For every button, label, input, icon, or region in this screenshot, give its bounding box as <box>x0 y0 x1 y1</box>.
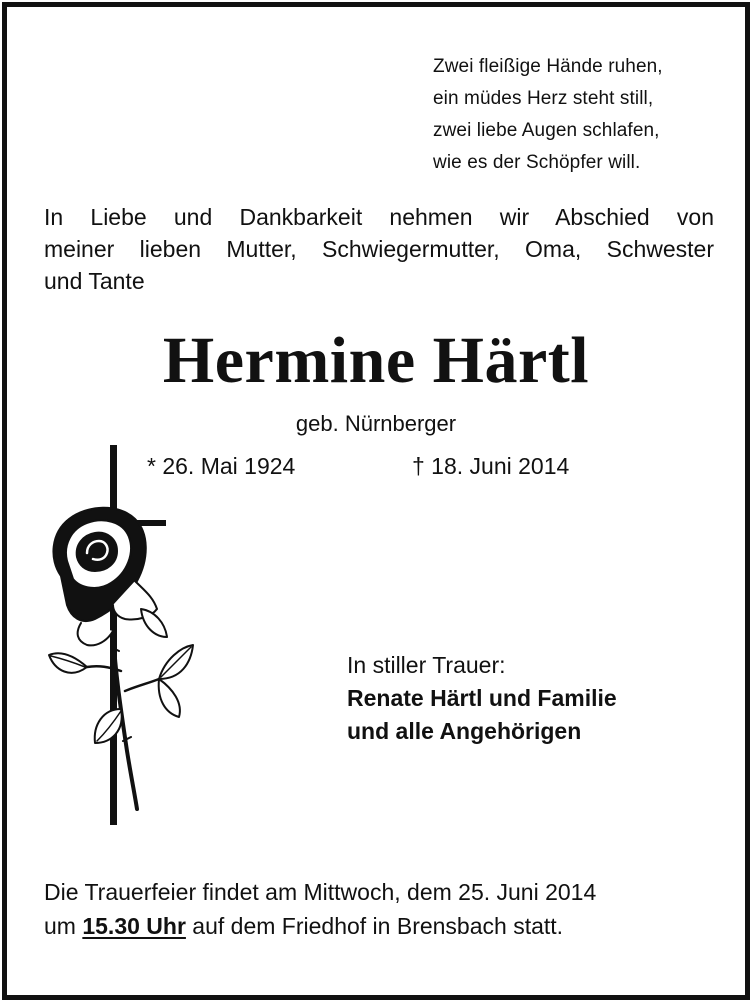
intro-line: und Tante <box>44 268 145 294</box>
poem-line: Zwei fleißige Hände ruhen, <box>433 56 663 77</box>
mourners-family: Renate Härtl und Familie <box>347 685 617 711</box>
maiden-name: geb. Nürnberger <box>295 411 457 436</box>
mourners-heading: In stiller Trauer: <box>347 652 506 678</box>
obituary-notice <box>2 2 750 1000</box>
mourners-block <box>347 649 617 748</box>
deceased-name: Hermine Härtl <box>162 324 590 397</box>
intro-line: In Liebe und Dankbarkeit nehmen wir Abschied von <box>44 204 714 230</box>
service-time-line <box>44 909 596 943</box>
service-date-line: Die Trauerfeier findet am Mittwoch, dem 25. Juni 2014 <box>44 879 597 905</box>
poem-line: ein müdes Herz steht still, <box>433 88 654 109</box>
intro-text <box>44 201 714 297</box>
intro-line: meiner lieben Mutter, Schwiegermutter, Oma, Schwester <box>44 236 714 262</box>
birth-date: * 26. Mai 1924 <box>147 453 296 479</box>
poem-line: wie es der Schöpfer will. <box>433 152 641 173</box>
death-date: † 18. Juni 2014 <box>412 453 570 479</box>
poem <box>433 51 663 179</box>
poem-line: zwei liebe Augen schlafen, <box>433 120 660 141</box>
mourners-relatives: und alle Angehörigen <box>347 718 582 744</box>
service-time: 15.30 Uhr <box>82 913 186 939</box>
service-location: auf dem Friedhof in Brensbach statt. <box>192 913 564 939</box>
service-prefix: um <box>44 913 76 939</box>
service-details <box>44 875 596 943</box>
cross-rose-emblem <box>41 441 201 831</box>
rose-icon <box>49 508 193 809</box>
